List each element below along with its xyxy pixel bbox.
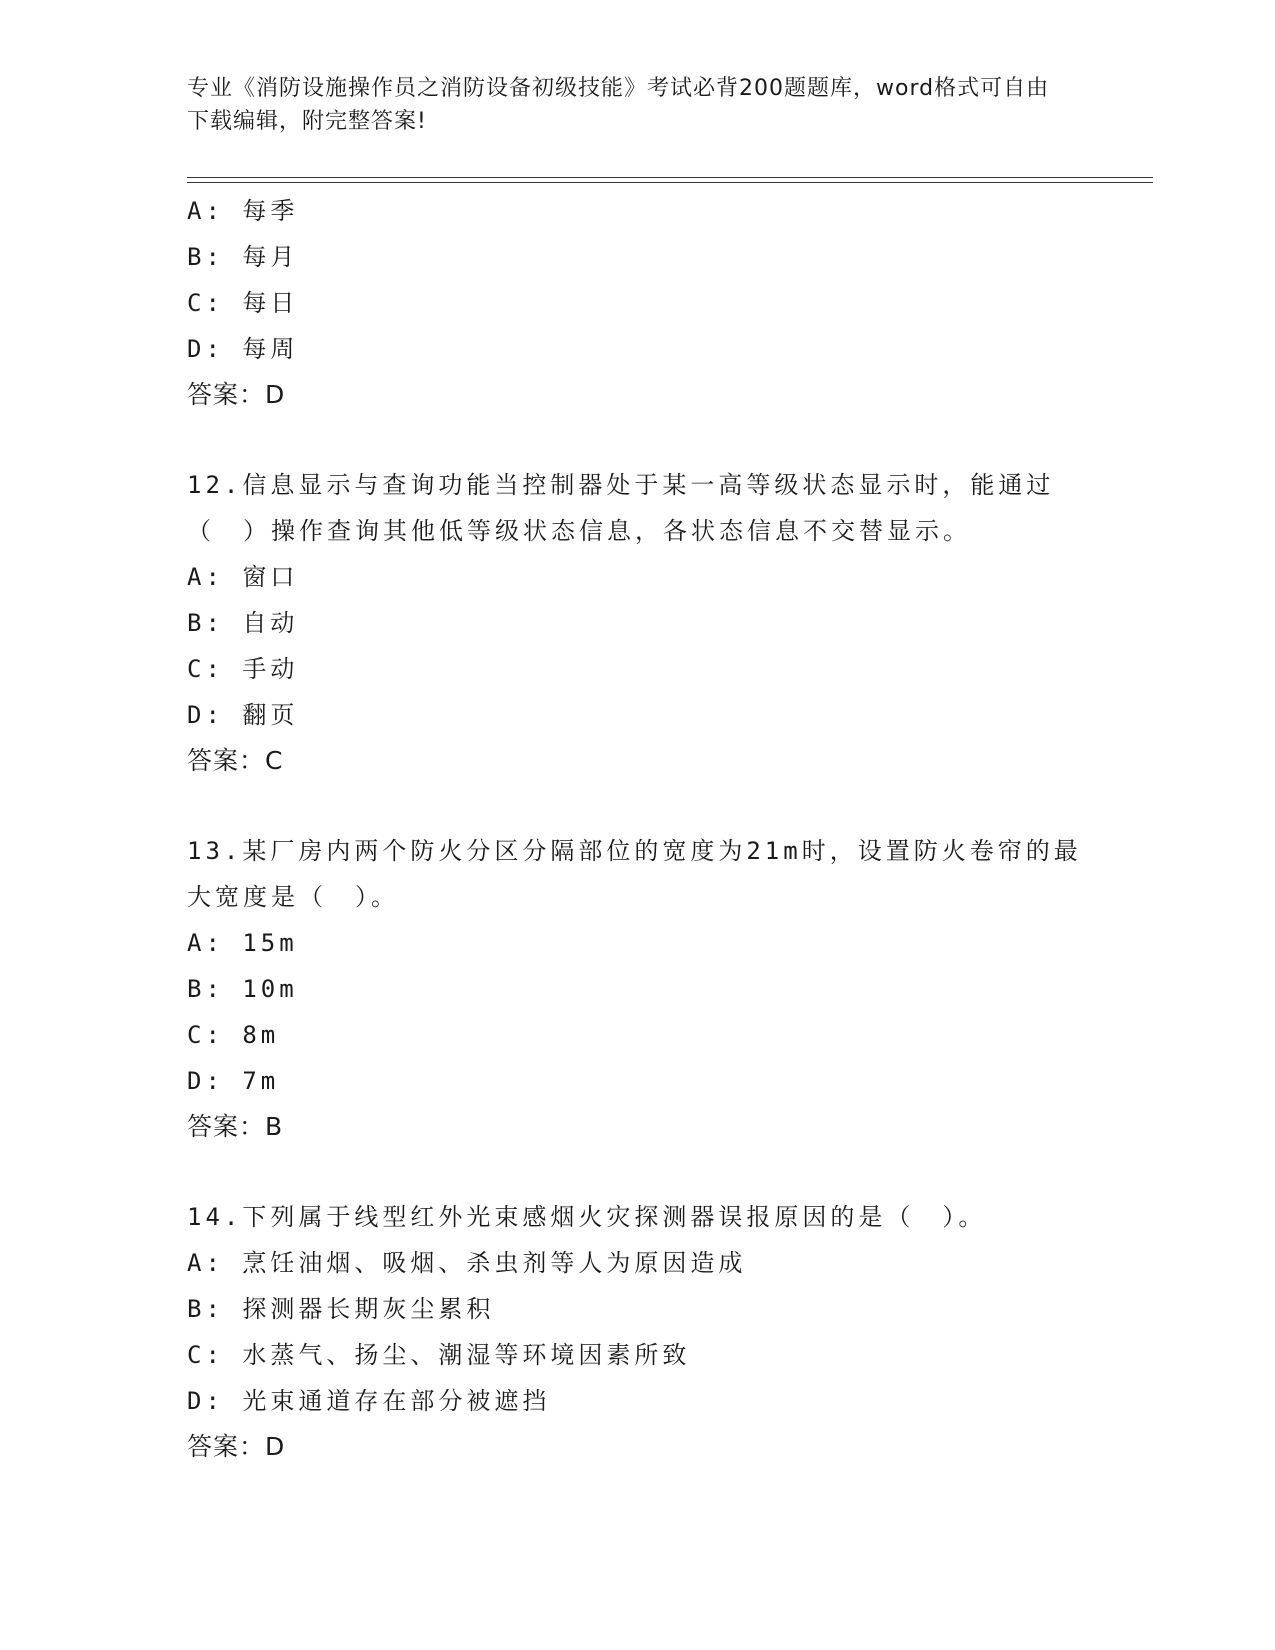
option-c: C: 手动: [187, 655, 299, 683]
option-a: A: 烹饪油烟、吸烟、杀虫剂等人为原因造成: [187, 1249, 747, 1277]
option-d: D: 翻页: [187, 701, 299, 729]
question-list: [187, 188, 1127, 1470]
header-divider-bottom: [187, 182, 1153, 183]
option-c: C: 8m: [187, 1021, 280, 1049]
option-d: D: 光束通道存在部分被遮挡: [187, 1387, 551, 1415]
question-title: 13.某厂房内两个防火分区分隔部位的宽度为21m时，设置防火卷帘的最大宽度是（ ）。: [187, 837, 1082, 911]
option-d: D: 每周: [187, 335, 299, 363]
option-b: B: 10m: [187, 975, 298, 1003]
question-11: [187, 188, 1127, 418]
answer: 答案：D: [187, 380, 286, 409]
option-b: B: 探测器长期灰尘累积: [187, 1295, 495, 1323]
question-13: [187, 828, 1127, 1150]
question-12: [187, 462, 1127, 784]
answer: 答案：C: [187, 746, 284, 775]
answer: 答案：D: [187, 1432, 286, 1461]
question-title: 12.信息显示与查询功能当控制器处于某一高等级状态显示时，能通过（ ）操作查询其他低等级状态信息，各状态信息不交替显示。: [187, 471, 1055, 545]
option-b: B: 每月: [187, 243, 299, 271]
option-a: A: 窗口: [187, 563, 299, 591]
question-title: 14.下列属于线型红外光束感烟火灾探测器误报原因的是（ ）。: [187, 1203, 987, 1231]
answer: 答案：B: [187, 1112, 284, 1141]
option-a: A: 15m: [187, 929, 298, 957]
option-d: D: 7m: [187, 1067, 280, 1095]
option-a: A: 每季: [187, 197, 299, 225]
question-14: [187, 1194, 1127, 1470]
option-c: C: 每日: [187, 289, 299, 317]
document-header: 专业《消防设施操作员之消防设备初级技能》考试必背200题题库，word格式可自由下载编辑，附完整答案!: [187, 76, 1050, 134]
option-b: B: 自动: [187, 609, 299, 637]
header-divider-top: [187, 177, 1153, 178]
option-c: C: 水蒸气、扬尘、潮湿等环境因素所致: [187, 1341, 691, 1369]
